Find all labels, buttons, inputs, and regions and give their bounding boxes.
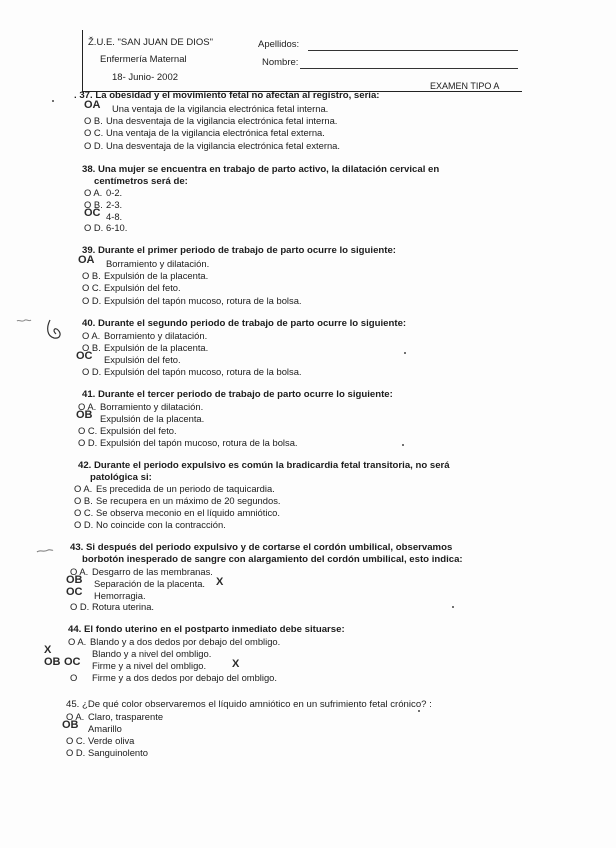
scan-speck (402, 444, 404, 446)
handwritten-answer-mark: OA (78, 254, 95, 266)
answer-option: O D. Rotura uterina. (70, 601, 155, 612)
answer-option: O D. No coincide con la contracción. (74, 519, 226, 530)
option-text: 4-8. (106, 211, 123, 222)
answer-option: O A. Borramiento y dilatación. (82, 330, 208, 341)
handwritten-answer-mark: OC (84, 207, 101, 219)
scan-speck (452, 606, 454, 608)
scan-speck (418, 710, 420, 712)
handwritten-answer-mark: X OB (44, 644, 61, 668)
question-stem: 41. Durante el tercer periodo de trabajo de parto ocurre lo siguiente: (82, 389, 393, 400)
answer-option: O A. Claro, trasparente (66, 711, 164, 722)
scan-speck (404, 352, 406, 354)
answer-option: O A. Desgarro de las membranas. (70, 566, 213, 577)
question-stem-continued: borbotón inesperado de sangre con alargamiento del cordón umbilical, esto indica: (82, 554, 463, 565)
answer-option: O B. Expulsión de la placenta. (82, 342, 209, 353)
exam-date: 18- Junio- 2002 (112, 72, 179, 83)
answer-option: O B. Una desventaja de la vigilancia electrónica fetal interna. (84, 115, 338, 126)
option-text: Expulsión de la placenta. (100, 413, 205, 424)
scribble-icon (16, 318, 32, 324)
subject-name: Enfermería Maternal (100, 54, 187, 65)
answer-option: O A. 0-2. (84, 187, 123, 198)
question-stem: 42. Durante el periodo expulsivo es común la bradicardia fetal transitoria, no será (78, 460, 450, 471)
question-stem: 38. Una mujer se encuentra en trabajo de parto activo, la dilatación cervical en (82, 164, 440, 175)
handwritten-pointer-icon (44, 318, 64, 342)
name-line (300, 68, 518, 69)
scribble-icon (36, 548, 54, 554)
option-text: Una ventaja de la vigilancia electrónica fetal interna. (112, 103, 329, 114)
answer-option: O C. Expulsión del feto. (78, 425, 177, 436)
answer-option: O B. Expulsión de la placenta. (82, 270, 209, 281)
option-text: Firme y a nivel del ombligo. (92, 660, 207, 671)
handwritten-answer-mark: OC (76, 350, 93, 362)
question-stem: 45. ¿De qué color observaremos el líquido amniótico en un sufrimiento fetal crónico? : (66, 699, 432, 710)
handwritten-answer-mark: OB (62, 719, 79, 731)
answer-option: O B. Se recupera en un máximo de 20 segundos. (74, 495, 281, 506)
option-text: Borramiento y dilatación. (106, 258, 210, 269)
answer-option: O C. Una ventaja de la vigilancia electrónica fetal externa. (84, 127, 325, 138)
option-text: Blando y a nivel del ombligo. (92, 648, 212, 659)
handwritten-x-note: X (232, 658, 240, 670)
answer-option: O A. Blando y a dos dedos por debajo del ombligo. (68, 636, 281, 647)
surname-line (308, 50, 518, 51)
question-stem: 44. El fondo uterino en el postparto inmediato debe situarse: (68, 624, 345, 635)
answer-option: O C. Verde oliva (66, 735, 135, 746)
answer-option: O D. Expulsión del tapón mucoso, rotura de la bolsa. (82, 295, 302, 306)
option-text: Expulsión del feto. (104, 354, 181, 365)
answer-option: O A. Borramiento y dilatación. (78, 401, 204, 412)
answer-option: O D. 6-10. (84, 222, 128, 233)
handwritten-answer-mark: OC (64, 656, 81, 668)
school-name: Ž.U.E. "SAN JUAN DE DIOS" (88, 37, 213, 48)
answer-option: O D. Una desventaja de la vigilancia electrónica fetal externa. (84, 140, 340, 151)
question-stem-continued: centímetros será de: (94, 176, 188, 187)
question-stem: . 37. La obesidad y el movimiento fetal no afectan al registro, sería: (74, 90, 380, 101)
answer-option: O D. Expulsión del tapón mucoso, rotura de la bolsa. (78, 437, 298, 448)
question-stem: 39. Durante el primer periodo de trabajo de parto ocurre lo siguiente: (82, 245, 396, 256)
option-text: Amarillo (88, 723, 122, 734)
answer-option: O C. Se observa meconio en el líquido amniótico. (74, 507, 280, 518)
option-text: Separación de la placenta. (94, 578, 206, 589)
handwritten-answer-mark: OB (66, 574, 83, 586)
answer-option: O D. Expulsión del tapón mucoso, rotura de la bolsa. (82, 366, 302, 377)
header-border-left (82, 30, 83, 92)
answer-option: O C. Expulsión del feto. (82, 282, 181, 293)
handwritten-answer-mark: OC (66, 586, 83, 598)
scan-speck (52, 100, 54, 102)
answer-option: O A. Es precedida de un periodo de taquicardia. (74, 483, 275, 494)
question-stem: 43. Si después del periodo expulsivo y de cortarse el cordón umbilical, observamos (70, 542, 453, 553)
question-stem: 40. Durante el segundo periodo de trabajo de parto ocurre lo siguiente: (82, 318, 407, 329)
exam-type: EXAMEN TIPO A (430, 81, 500, 91)
handwritten-x-note: X (216, 576, 224, 588)
option-text: Hemorragia. (94, 590, 146, 601)
name-label: Nombre: (262, 57, 299, 68)
handwritten-answer-mark: OA (84, 99, 101, 111)
answer-option: O B. 2-3. (84, 199, 123, 210)
answer-option: O Firme y a dos dedos por debajo del ombligo. (70, 672, 278, 683)
exam-header (82, 30, 522, 96)
handwritten-answer-mark: OB (76, 409, 93, 421)
surname-label: Apellidos: (258, 39, 300, 50)
question-stem-continued: patológica si: (90, 472, 152, 483)
answer-option: O D. Sanguinolento (66, 747, 148, 758)
